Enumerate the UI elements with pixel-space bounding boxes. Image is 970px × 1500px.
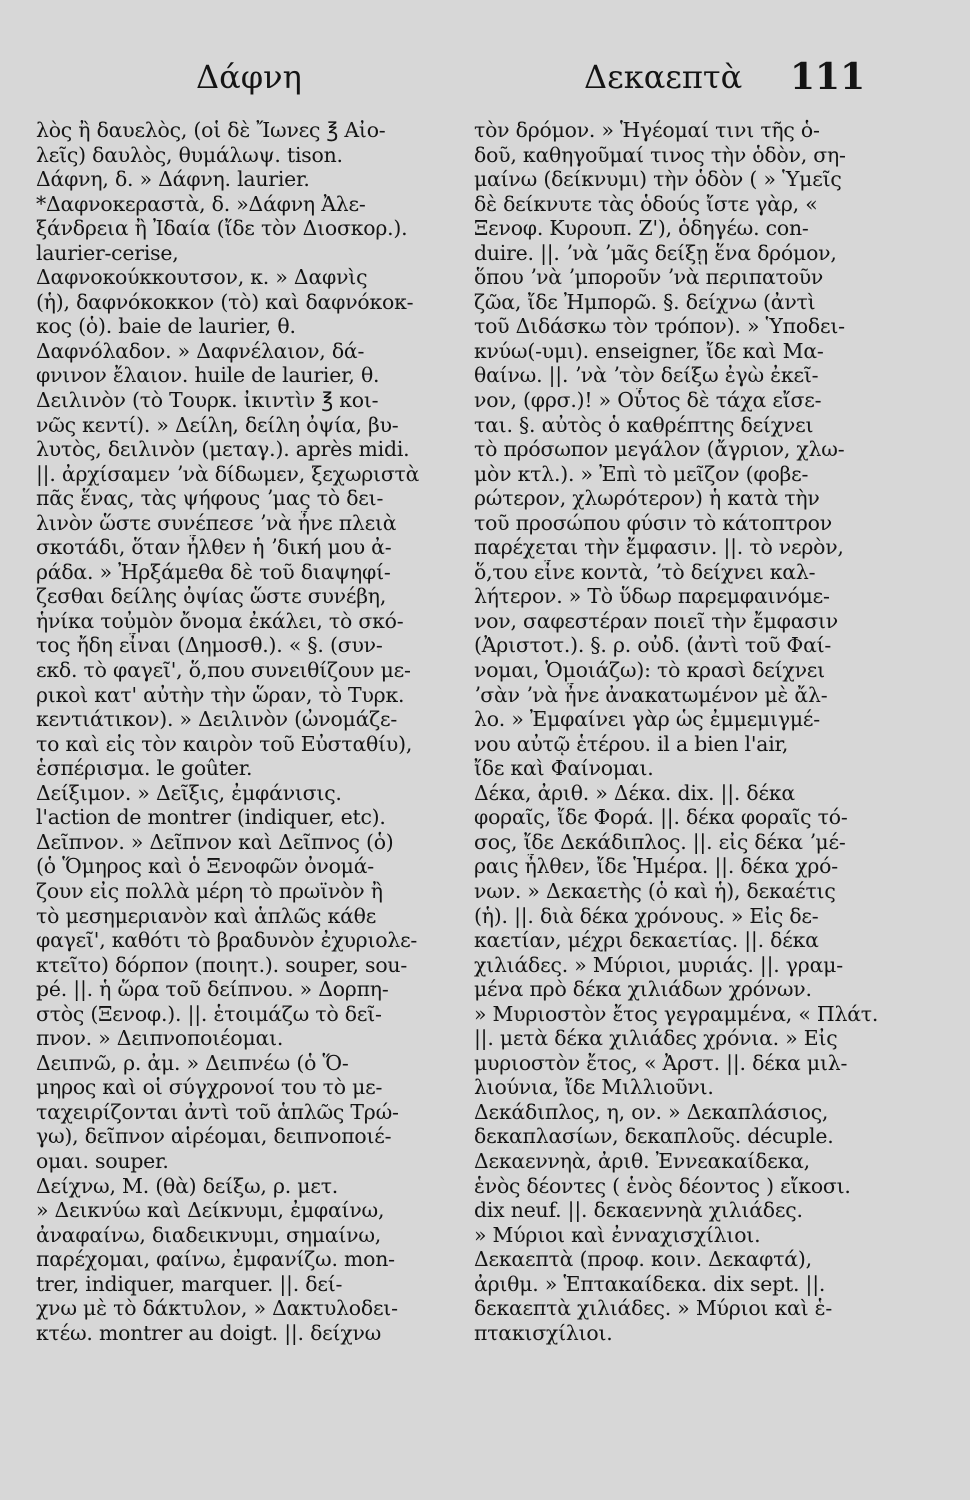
text-line: εκδ. τὸ φαγεῖ', ὅ,που συνειθίζουν με- (36, 658, 411, 683)
text-line: κτέω. montrer au doigt. ||. δείχνω (36, 1320, 382, 1345)
text-line: λυτὸς, δειλινὸν (μεταγ.). après midi. (36, 437, 410, 462)
text-line: τὸ μεσημεριανὸν καὶ ἁπλῶς κάθε (36, 903, 377, 928)
header-last-entry-word: Δεκαεπτὰ (584, 58, 743, 96)
text-line: ξάνδρεια ἢ Ἰδαία (ἴδε τὸν Διοσκορ.). (36, 216, 408, 241)
text-line: ραις ἦλθεν, ἴδε Ἡμέρα. ||. δέκα χρό- (474, 854, 838, 879)
text-line: » Μύριοι καὶ ἐνναχισχίλιοι. (474, 1222, 761, 1247)
text-line: μὸν κτλ.). » Ἐπὶ τὸ μεῖζον (φοβε- (474, 461, 809, 486)
text-line: Δειπνῶ, ρ. ἀμ. » Δειπνέω (ὁ Ὅ- (36, 1050, 349, 1075)
text-line: ζουν εἰς πολλὰ μέρη τὸ πρωϊνὸν ἢ (36, 878, 383, 903)
text-line: Ξενοφ. Κυρουπ. Ζ'), ὁδηγέω. con- (474, 216, 809, 241)
text-line: ὅ,του εἶνε κοντὰ, ʼτὸ δείχνει καλ- (474, 559, 816, 584)
text-line: Δέκα, ἀριθ. » Δέκα. dix. ||. δέκα (474, 780, 795, 805)
text-line: (ἡ). ||. διὰ δέκα χρόνους. » Εἰς δε- (474, 903, 819, 928)
text-line: ἴδε καὶ Φαίνομαι. (474, 756, 654, 781)
text-line: δεκαεπτὰ χιλιάδες. » Μύριοι καὶ ἑ- (474, 1296, 833, 1321)
text-line: το καὶ εἰς τὸν καιρὸν τοῦ Εὐσταθίυ), (36, 731, 413, 756)
text-line: ρικοὶ κατ' αὐτὴν τὴν ὥραν, τὸ Τυρκ. (36, 682, 405, 707)
running-header (0, 58, 970, 108)
header-first-entry-word: Δάφνη (196, 58, 302, 96)
text-line: ράδα. » Ἠρξάμεθα δὲ τοῦ διαψηφί- (36, 559, 391, 584)
text-line: νομαι, Ὁμοιάζω): τὸ κρασὶ δείχνει (474, 658, 825, 683)
text-line: τὸν δρόμον. » Ἡγέομαί τινι τῆς ὁ- (474, 118, 820, 142)
text-line: *Δαφνοκεραστὰ, δ. »Δάφνη Ἀλε- (36, 191, 366, 216)
text-line: φοραῖς, ἴδε Φορά. ||. δέκα φοραῖς τό- (474, 805, 848, 830)
text-line: Δείχνω, Μ. (θὰ) δείξω, ρ. μετ. (36, 1173, 339, 1198)
text-line: duire. ||. ʼνὰ ʼμᾶς δείξῃ ἕνα δρόμον, (474, 240, 837, 265)
text-line: κεντιάτικον). » Δειλινὸν (ὠνομάζε- (36, 707, 398, 732)
text-line: πνον. » Δειπνοποιέομαι. (36, 1026, 284, 1051)
text-line: (Ἀριστοτ.). §. ρ. οὐδ. (ἀντὶ τοῦ Φαί- (474, 633, 832, 658)
text-line: laurier-cerise, (36, 240, 179, 265)
text-line: Δεῖπνον. » Δεῖπνον καὶ Δεῖπνος (ὁ) (36, 829, 394, 854)
text-line: μυριοστὸν ἔτος, « Ἀρστ. ||. δέκα μιλ- (474, 1050, 848, 1075)
text-line: τοῦ Διδάσκω τὸν τρόπον). » Ὑποδει- (474, 314, 845, 339)
text-line: λὸς ἢ δαυελὸς, (οἱ δὲ Ἴωνες ℥ Αἰο- (36, 118, 386, 142)
text-line: θαίνω. ||. ʼνὰ ʼτὸν δείξω ἐγὼ ἐκεῖ- (474, 363, 819, 388)
text-line: ||. μετὰ δέκα χιλιάδες χρόνια. » Εἰς (474, 1026, 838, 1051)
text-line: λινὸν ὥστε συνέπεσε ʼνὰ ἦνε πλειὰ (36, 510, 397, 535)
text-line: νον, (φρσ.)! » Οὗτος δὲ τάχα εἴσε- (474, 388, 822, 413)
text-line: φνινον ἔλαιον. huile de laurier, θ. (36, 363, 380, 388)
text-line: τὸ πρόσωπον μεγάλον (ἄγριον, χλω- (474, 437, 845, 462)
text-line: trer, indiquer, marquer. ||. δεί- (36, 1271, 343, 1296)
text-line: λήτερον. » Τὸ ὕδωρ παρεμφαινόμε- (474, 584, 830, 609)
text-line: (ὁ Ὅμηρος καὶ ὁ Ξενοφῶν ὀνομά- (36, 854, 374, 879)
text-line: ζεσθαι δείλης ὀψίας ὥστε συνέβη, (36, 584, 387, 609)
text-line: ρώτερον, χλωρότερον) ἡ κατὰ τὴν (474, 486, 820, 511)
text-line: σος, ἴδε Δεκάδιπλος. ||. εἰς δέκα ʼμέ- (474, 829, 846, 854)
text-line: μηρος καὶ οἱ σύγχρονοί του τὸ με- (36, 1075, 383, 1100)
text-line: χνω μὲ τὸ δάκτυλον, » Δακτυλοδει- (36, 1296, 398, 1321)
text-line: λεῖς) δαυλὸς, θυμάλωψ. tison. (36, 142, 343, 167)
page-number: 111 (790, 56, 866, 98)
left-text-column (36, 118, 456, 1345)
text-line: (ἡ), δαφνόκοκκον (τὸ) καὶ δαφνόκοκ- (36, 289, 414, 314)
text-line: λο. » Ἐμφαίνει γὰρ ὡς ἐμμεμιγμέ- (474, 707, 820, 732)
text-line: πτακισχίλιοι. (474, 1320, 613, 1345)
text-line: πᾶς ἕνας, τὰς ψήφους ʼμας τὸ δει- (36, 486, 384, 511)
text-line: Δεκαεπτὰ (προφ. κοιν. Δεκαφτά), (474, 1247, 812, 1272)
text-line: Δείξιμον. » Δεῖξις, ἐμφάνισις. (36, 780, 342, 805)
text-line: Δειλινὸν (τὸ Τουρκ. ἰκιντὶν ℥ κοι- (36, 388, 379, 413)
text-line: τοῦ προσώπου φύσιν τὸ κάτοπτρον (474, 510, 832, 535)
text-line: ομαι. souper. (36, 1148, 169, 1173)
text-line: ἡνίκα τοὐμὸν ὄνομα ἐκάλει, τὸ σκό- (36, 608, 404, 633)
right-text-column (474, 118, 894, 1345)
text-line: παρέχεται τὴν ἔμφασιν. ||. τὸ νερὸν, (474, 535, 844, 560)
text-line: ἀριθμ. » Ἑπτακαίδεκα. dix sept. ||. (474, 1271, 826, 1296)
text-line: νου αὐτῷ ἑτέρου. il a bien l'air, (474, 731, 789, 756)
text-line: l'action de montrer (indiquer, etc). (36, 805, 386, 830)
text-line: Δάφνη, δ. » Δάφνη. laurier. (36, 167, 310, 192)
text-line: Δεκαεννηὰ, ἀριθ. Ἐννεακαίδεκα, (474, 1148, 810, 1173)
text-line: δεκαπλασίων, δεκαπλοῦς. décuple. (474, 1124, 834, 1149)
text-line: κος (ὁ). baie de laurier, θ. (36, 314, 296, 339)
text-line: δοῦ, καθηγοῦμαί τινος τὴν ὁδὸν, ση- (474, 142, 846, 167)
text-line: παρέχομαι, φαίνω, ἐμφανίζω. mon- (36, 1247, 395, 1272)
text-line: νων. » Δεκαετὴς (ὁ καὶ ἡ), δεκαέτις (474, 878, 836, 903)
text-line: καετίαν, μέχρι δεκαετίας. ||. δέκα (474, 928, 819, 953)
text-line: dix neuf. ||. δεκαεννηὰ χιλιάδες. (474, 1198, 803, 1223)
text-line: φαγεῖ', καθότι τὸ βραδυνὸν ἐχυριολε- (36, 928, 418, 953)
text-line: κνύω(-υμι). enseigner, ἴδε καὶ Μα- (474, 338, 824, 363)
text-line: λιούνια, ἴδε Μιλλιοῦνι. (474, 1075, 714, 1100)
text-line: ἀναφαίνω, διαδεικνυμι, σημαίνω, (36, 1222, 382, 1247)
text-line: δὲ δείκνυτε τὰς ὁδούς ἴστε γὰρ, « (474, 191, 818, 216)
text-line: pé. ||. ἡ ὥρα τοῦ δείπνου. » Δορπη- (36, 977, 389, 1002)
text-line: ||. ἀρχίσαμεν ʼνὰ δίδωμεν, ξεχωριστὰ (36, 461, 420, 486)
text-line: ἑνὸς δέοντες ( ἑνὸς δέοντος ) εἴκοσι. (474, 1173, 851, 1198)
text-line: Δαφνόλαδον. » Δαφνέλαιον, δά- (36, 338, 365, 363)
text-line: » Μυριοστὸν ἔτος γεγραμμένα, « Πλάτ. (474, 1001, 879, 1026)
text-line: γω), δεῖπνον αἱρέομαι, δειπνοποιέ- (36, 1124, 392, 1149)
text-line: νον, σαφεστέραν ποιεῖ τὴν ἔμφασιν (474, 608, 838, 633)
text-line: μένα πρὸ δέκα χιλιάδων χρόνων. (474, 977, 812, 1002)
text-line: σκοτάδι, ὅταν ἦλθεν ἡ ʼδική μου ἀ- (36, 535, 392, 560)
text-line: ʼσὰν ʼνὰ ἦνε ἀνακατωμένον μὲ ἄλ- (474, 682, 828, 707)
text-line: μαίνω (δείκνυμι) τὴν ὁδὸν ( » Ὑμεῖς (474, 167, 842, 192)
text-line: » Δεικνύω καὶ Δείκνυμι, ἐμφαίνω, (36, 1198, 385, 1223)
text-line: κτεῖτο) δόρπον (ποιητ.). souper, sou- (36, 952, 408, 977)
text-line: ὅπου ʼνὰ ʼμποροῦν ʼνὰ περιπατοῦν (474, 265, 824, 290)
text-line: ται. §. αὐτὸς ὁ καθρέπτης δείχνει (474, 412, 814, 437)
text-line: Δαφνοκούκκουτσον, κ. » Δαφνὶς (36, 265, 368, 290)
text-line: χιλιάδες. » Μύριοι, μυριάς. ||. γραμ- (474, 952, 843, 977)
text-line: ζῶα, ἴδε Ἠμπορῶ. §. δείχνω (ἀντὶ (474, 289, 816, 314)
text-line: στὸς (Ξενοφ.). ||. ἑτοιμάζω τὸ δεῖ- (36, 1001, 382, 1026)
text-line: νῶς κεντί). » Δείλη, δείλη ὀψία, βυ- (36, 412, 399, 437)
text-line: Δεκάδιπλος, η, ον. » Δεκαπλάσιος, (474, 1099, 829, 1124)
text-line: τος ἤδη εἶναι (Δημοσθ.). « §. (συν- (36, 633, 383, 658)
text-line: ταχειρίζονται ἀντὶ τοῦ ἁπλῶς Τρώ- (36, 1099, 399, 1124)
text-line: ἑσπέρισμα. le goûter. (36, 756, 253, 781)
